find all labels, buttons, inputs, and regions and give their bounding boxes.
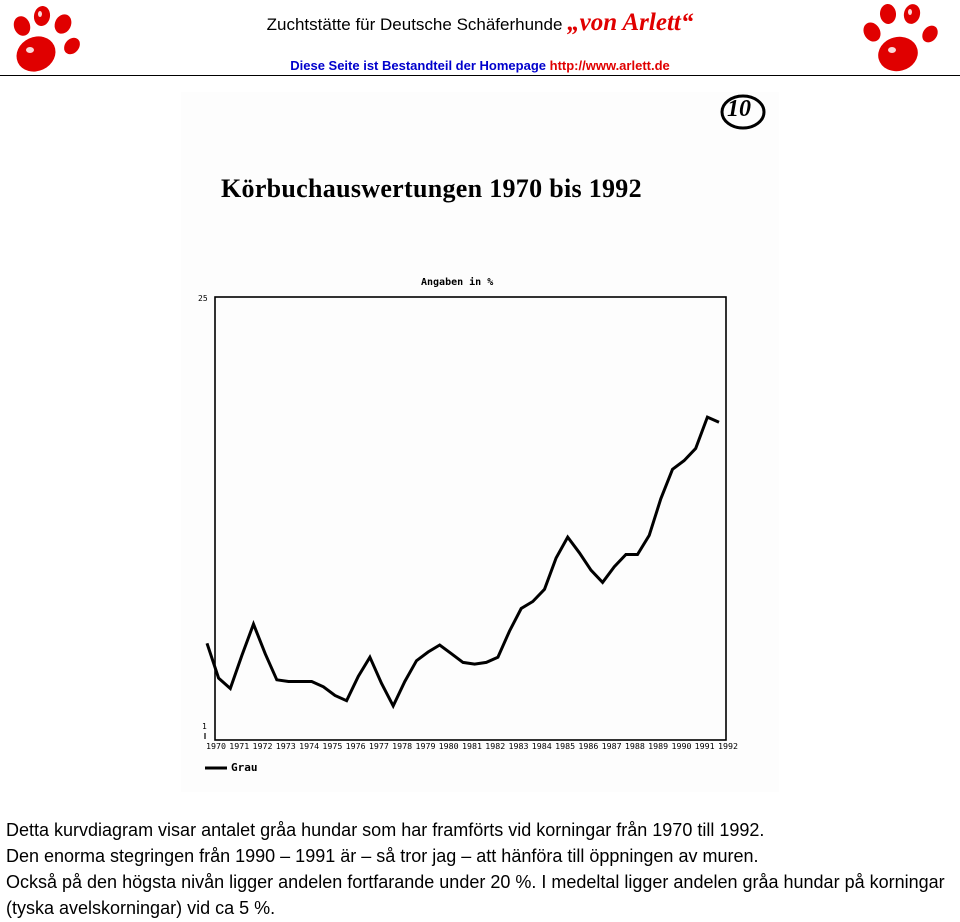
y-tick-label-bottom: 1: [202, 722, 207, 731]
x-tick-label: 1976: [345, 742, 366, 751]
site-title-text: Zuchtstätte für Deutsche Schäferhunde: [266, 15, 563, 34]
y-tick-label-top: 25: [198, 294, 208, 303]
homepage-notice: [0, 58, 960, 73]
x-tick-label: 1982: [485, 742, 506, 751]
x-tick-label: 1990: [671, 742, 692, 751]
x-tick-label: 1972: [252, 742, 273, 751]
x-tick-label: 1988: [624, 742, 646, 751]
x-tick-label: 1973: [275, 742, 296, 751]
x-tick-label: 1980: [438, 742, 459, 751]
plot-frame: [215, 297, 726, 740]
x-tick-label: 1981: [462, 742, 483, 751]
page-number: 10: [727, 96, 751, 122]
x-tick-label: 1974: [299, 742, 320, 751]
x-tick-label: 1970: [206, 742, 227, 751]
x-tick-labels: [206, 742, 738, 751]
homepage-notice-text: Diese Seite ist Bestandteil der Homepage: [290, 58, 546, 73]
caption: [6, 817, 956, 921]
x-tick-label: 1983: [508, 742, 529, 751]
x-tick-label: 1991: [694, 742, 715, 751]
x-tick-label: 1987: [601, 742, 622, 751]
chart-title: Körbuchauswertungen 1970 bis 1992: [221, 174, 642, 203]
x-tick-label: 1984: [531, 742, 552, 751]
series-line-grau: [207, 417, 719, 706]
x-tick-label: 1992: [718, 742, 739, 751]
homepage-link[interactable]: http://www.arlett.de: [549, 58, 670, 73]
paw-print-icon-right: [858, 2, 948, 78]
site-title: [0, 6, 960, 42]
caption-line-3: Också på den högsta nivån ligger andelen fortfarande under 20 %. I medeltal ligger andelen gråa hundar på korningar (tyska avelskorningar) vid ca 5 %.: [6, 872, 945, 918]
x-tick-label: 1975: [322, 742, 343, 751]
x-tick-label: 1986: [578, 742, 599, 751]
x-tick-label: 1985: [555, 742, 576, 751]
header-divider: [0, 75, 960, 76]
kennel-brand: „von Arlett“: [567, 9, 694, 36]
x-tick-label: 1978: [392, 742, 413, 751]
y-axis-labels: [181, 92, 221, 792]
x-tick-label: 1977: [368, 742, 390, 751]
caption-line-1: Detta kurvdiagram visar antalet gråa hundar som har framförts vid korningar från 1970 till 1992.: [6, 820, 765, 840]
legend-label-grau: Grau: [231, 761, 258, 774]
chart-subtitle: Angaben in %: [421, 277, 494, 288]
x-tick-label: 1989: [648, 742, 669, 751]
x-tick-label: 1971: [229, 742, 250, 751]
x-tick-label: 1979: [415, 742, 436, 751]
caption-line-2: Den enorma stegringen från 1990 – 1991 är – så tror jag – att hänföra till öppningen av muren.: [6, 846, 759, 866]
